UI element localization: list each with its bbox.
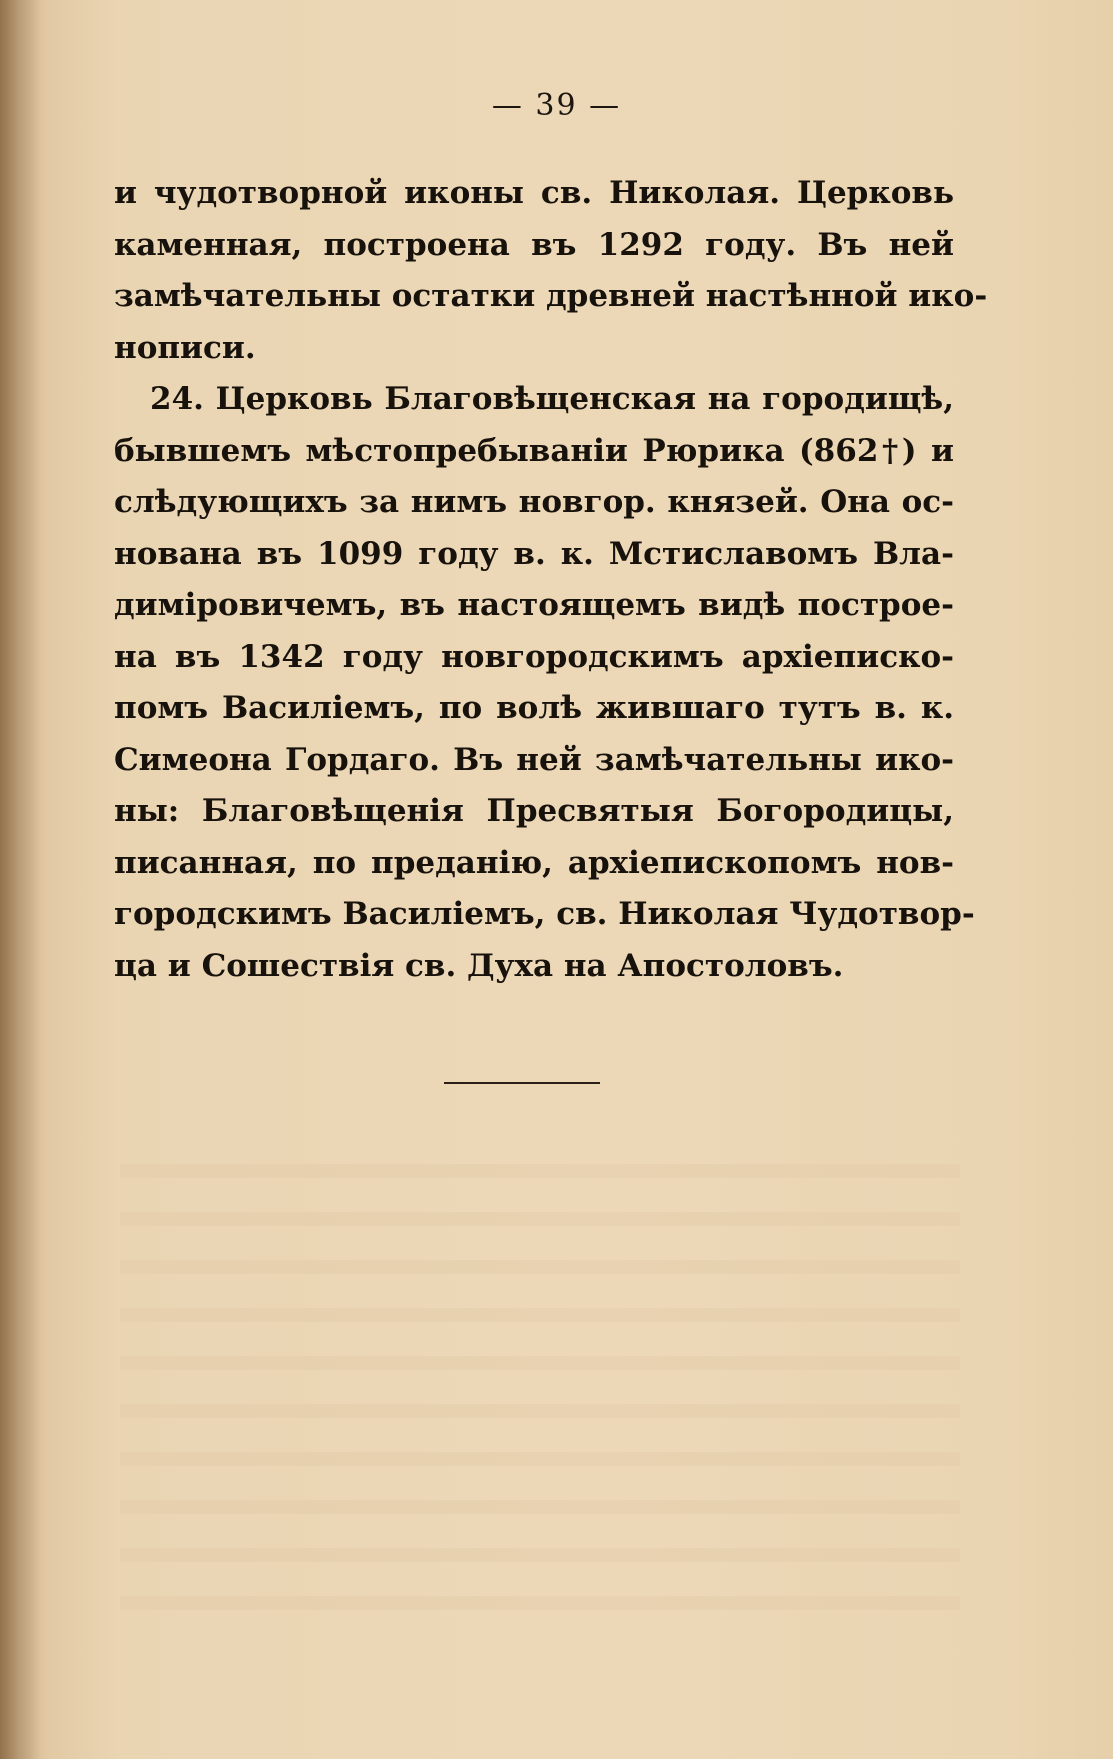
- body-text: [114, 168, 988, 992]
- text-line-13: ны: Благовѣщенія Пресвятыя Богородицы,: [114, 793, 954, 829]
- text-line-8: нована въ 1099 году в. к. Мстиславомъ Вла-: [114, 535, 954, 572]
- text-line-9: диміровичемъ, въ настоящемъ видѣ построе-: [114, 587, 954, 623]
- text-line-6: бывшемъ мѣстопребываніи Рюрика (862†) и: [114, 432, 954, 469]
- spine-shadow: [0, 0, 40, 1759]
- text-line-16: ца и Сошествія св. Духа на Апостоловъ.: [114, 947, 844, 984]
- text-line-1: и чудотворной иконы св. Николая. Церковь: [114, 175, 954, 211]
- text-line-14: писанная, по преданію, архіепископомъ нов-: [114, 844, 954, 881]
- text-line-12: Симеона Гордаго. Въ ней замѣчательны ико-: [114, 741, 954, 778]
- text-line-2: каменная, построена въ 1292 году. Въ ней: [114, 226, 954, 263]
- section-end-rule: [444, 1082, 600, 1084]
- text-line-5: 24. Церковь Благовѣщенская на городищѣ,: [150, 381, 954, 417]
- text-line-3: замѣчательны остатки древней настѣнной ико-: [114, 278, 988, 314]
- page-number: — 39 —: [491, 88, 622, 123]
- text-line-15: городскимъ Василіемъ, св. Николая Чудотвор-: [114, 896, 975, 932]
- text-line-7: слѣдующихъ за нимъ новгор. князей. Она ос-: [114, 484, 954, 520]
- text-line-11: помъ Василіемъ, по волѣ жившаго тутъ в. к.: [114, 690, 954, 726]
- text-line-4: нописи.: [114, 329, 256, 366]
- bleed-through-texture: [120, 1130, 960, 1630]
- text-line-10: на въ 1342 году новгородскимъ архіеписко-: [114, 638, 954, 675]
